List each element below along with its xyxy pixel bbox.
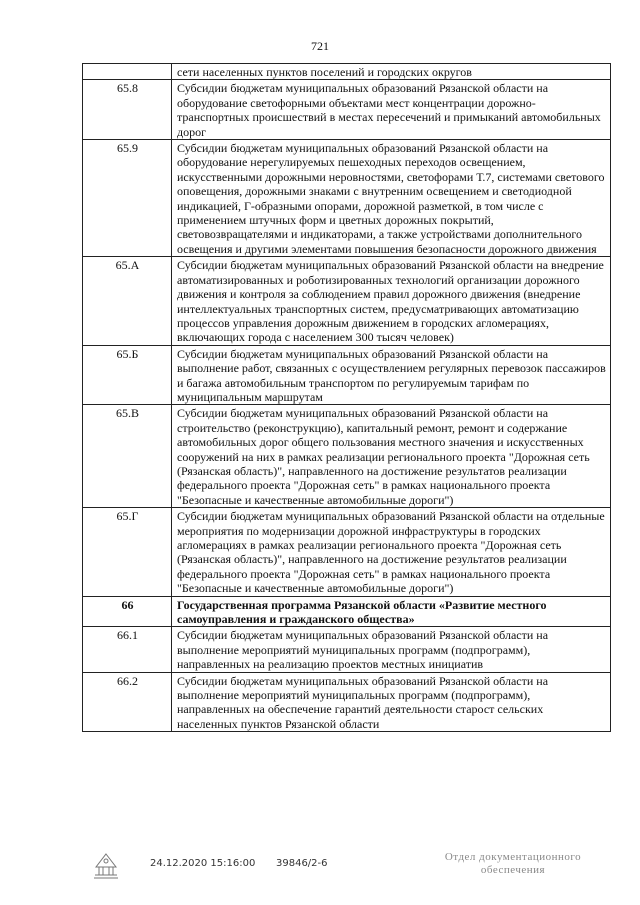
row-description: сети населенных пунктов поселений и городских округов <box>172 64 611 80</box>
emblem-logo <box>91 851 121 885</box>
row-number: 65.8 <box>83 80 172 140</box>
row-description: Субсидии бюджетам муниципальных образований Рязанской области на выполнение мероприятий муниципальных программ (подпрограмм), направленных на реализацию проектов местных инициатив <box>172 627 611 672</box>
row-number: 65.Б <box>83 345 172 405</box>
row-number: 65.В <box>83 405 172 508</box>
table-row <box>83 627 611 672</box>
table-row <box>83 345 611 405</box>
row-number: 65.А <box>83 257 172 345</box>
row-description: Субсидии бюджетам муниципальных образований Рязанской области на оборудование нерегулируемых пешеходных переходов освещением, искусственными дорожными неровностями, светофорами Т.7, системами светового оповещения, дорожными знаками с внутренним освещением и светодиодной индикацией, Г-образными опорами, дорожной разметкой, в том числе с применением штучных форм и цветных дорожных покрытий, световозвращателями и индикаторами, а также устройствами дополнительного освещения и другими элементами повышения безопасности дорожного движения <box>172 140 611 257</box>
table-row <box>83 140 611 257</box>
table-body <box>83 64 611 732</box>
row-description: Субсидии бюджетам муниципальных образований Рязанской области на отдельные мероприятия по модернизации дорожной инфраструктуры в городских агломерациях в рамках реализации регионального проекта "Дорожная сеть (Рязанская область)", направленного на достижение результатов реализации федерального проекта "Дорожная сеть" в рамках национального проекта "Безопасные и качественные автомобильные дороги") <box>172 508 611 596</box>
footer-timestamp: 24.12.2020 15:16:00 <box>150 858 256 869</box>
row-number: 66 <box>83 596 172 627</box>
page-number: 721 <box>311 39 329 53</box>
table-row <box>83 80 611 140</box>
row-number <box>83 64 172 80</box>
row-description: Государственная программа Рязанской области «Развитие местного самоуправления и гражданского общества» <box>172 596 611 627</box>
stamp-line-1: Отдел документационного <box>444 851 582 863</box>
table-row <box>83 257 611 345</box>
table-row <box>83 596 611 627</box>
row-description: Субсидии бюджетам муниципальных образований Рязанской области на выполнение мероприятий муниципальных программ (подпрограмм), направленных на обеспечение гарантий деятельности старост сельских населенных пунктов Рязанской области <box>172 672 611 732</box>
row-description: Субсидии бюджетам муниципальных образований Рязанской области на выполнение работ, связанных с осуществлением регулярных перевозок пассажиров и багажа автомобильным транспортом по регулируемым тарифам по муниципальным маршрутам <box>172 345 611 405</box>
department-stamp <box>438 851 588 877</box>
subsidies-table <box>82 63 611 732</box>
stamp-line-2: обеспечения <box>480 864 546 876</box>
row-description: Субсидии бюджетам муниципальных образований Рязанской области на внедрение автоматизированных и роботизированных технологий организации дорожного движения и контроля за соблюдением правил дорожного движения (внедрение интеллектуальных транспортных систем, предусматривающих автоматизацию процессов управления дорожным движением в городских агломерациях, включающих города с населением 300 тысяч человек) <box>172 257 611 345</box>
table-row <box>83 405 611 508</box>
row-number: 65.9 <box>83 140 172 257</box>
row-number: 66.1 <box>83 627 172 672</box>
table-row <box>83 508 611 596</box>
row-description: Субсидии бюджетам муниципальных образований Рязанской области на оборудование светофорными объектами мест концентрации дорожно-транспортных происшествий в местах пересечений и примыканий автомобильных дорог <box>172 80 611 140</box>
row-number: 66.2 <box>83 672 172 732</box>
footer-doc-number: 39846/2-6 <box>276 858 328 869</box>
table-row <box>83 672 611 732</box>
table-row <box>83 64 611 80</box>
row-description: Субсидии бюджетам муниципальных образований Рязанской области на строительство (реконструкцию), капитальный ремонт, ремонт и содержание автомобильных дорог общего пользования местного значения и искусственных сооружений на них в рамках реализации регионального проекта "Дорожная сеть (Рязанская область)", направленного на достижение результатов реализации федерального проекта "Дорожная сеть" в рамках национального проекта "Безопасные и качественные автомобильные дороги") <box>172 405 611 508</box>
row-number: 65.Г <box>83 508 172 596</box>
